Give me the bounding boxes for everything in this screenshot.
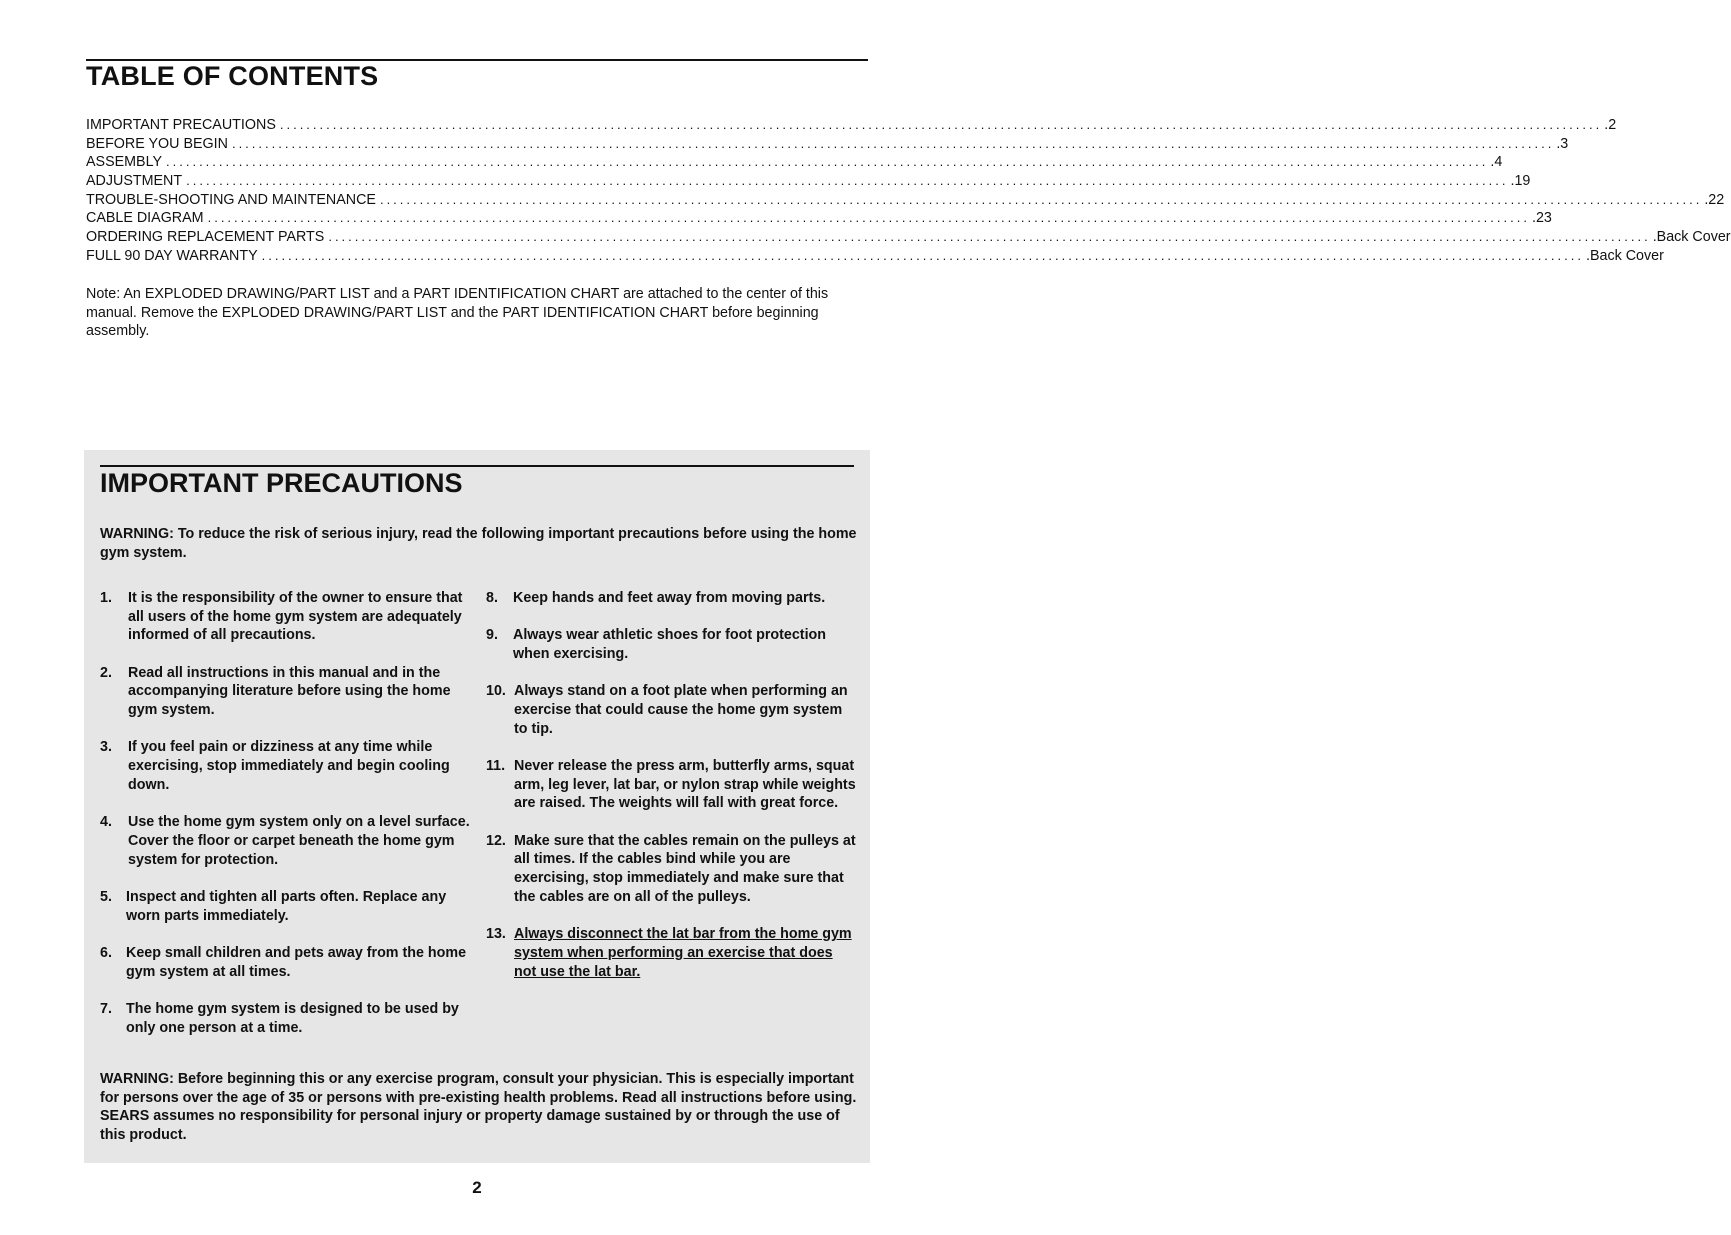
toc-entry-page: .Back Cover bbox=[1652, 229, 1731, 246]
toc-entry-label: ASSEMBLY bbox=[86, 154, 163, 171]
toc-leader-dots: ........................................................................................................................................................................................................ bbox=[328, 229, 1651, 245]
toc-leader-dots: ........................................................................................................................................................................................................ bbox=[261, 247, 1584, 263]
toc-leader-dots: ........................................................................................................................................................................................................ bbox=[231, 135, 1555, 151]
precaution-number: 11. bbox=[486, 758, 506, 774]
precaution-item bbox=[486, 832, 858, 907]
precaution-number: 6. bbox=[100, 944, 112, 961]
precaution-text: The home gym system is designed to be used by only one person at a time. bbox=[126, 1000, 459, 1036]
precaution-number: 8. bbox=[486, 590, 498, 606]
precaution-item bbox=[100, 944, 470, 981]
precaution-number: 1. bbox=[100, 590, 112, 606]
precautions-right-column bbox=[486, 589, 858, 1000]
toc-entry bbox=[86, 116, 1617, 135]
toc-list bbox=[86, 116, 1731, 266]
precaution-text: Make sure that the cables remain on the pulleys at all times. If the cables bind while you are exercising, stop immediately and make sure that the cables are on all of the pulleys. bbox=[514, 832, 856, 905]
toc-leader-dots: ........................................................................................................................................................................................................ bbox=[279, 117, 1603, 132]
toc-entry bbox=[86, 191, 1725, 210]
toc-entry-page: .22 bbox=[1704, 191, 1725, 208]
toc-entry-page: .4 bbox=[1490, 154, 1503, 171]
toc-entry-label: FULL 90 DAY WARRANTY bbox=[86, 247, 258, 264]
toc-title: TABLE OF CONTENTS bbox=[86, 61, 379, 91]
precaution-number: 4. bbox=[100, 814, 112, 831]
precaution-item bbox=[486, 626, 858, 663]
toc-entry-label: ADJUSTMENT bbox=[86, 173, 183, 190]
precaution-text: It is the responsibility of the owner to ensure that all users of the home gym system are adequately informed of all precautions. bbox=[128, 590, 463, 644]
precaution-item bbox=[100, 888, 470, 925]
precaution-item bbox=[486, 925, 858, 981]
toc-entry-label: IMPORTANT PRECAUTIONS bbox=[86, 117, 276, 133]
precaution-text: Keep small children and pets away from the home gym system at all times. bbox=[126, 944, 467, 980]
precaution-text: Read all instructions in this manual and in the accompanying literature before using the home gym system. bbox=[128, 664, 451, 719]
precaution-text: Keep hands and feet away from moving parts. bbox=[513, 590, 826, 606]
precaution-text: Never release the press arm, butterfly arms, squat arm, leg lever, lat bar, or nylon strap while weights are raised. The weights will fall with great force. bbox=[514, 758, 856, 812]
toc-entry-label: TROUBLE-SHOOTING AND MAINTENANCE bbox=[86, 191, 376, 208]
toc-entry bbox=[86, 153, 1503, 172]
precaution-item bbox=[486, 757, 858, 813]
precaution-item bbox=[100, 589, 470, 645]
precaution-number: 9. bbox=[486, 627, 498, 644]
precaution-item bbox=[100, 813, 470, 869]
toc-entry bbox=[86, 228, 1731, 247]
toc-entry-page: .19 bbox=[1510, 173, 1531, 190]
precaution-item bbox=[100, 1000, 470, 1037]
toc-entry-page: .Back Cover bbox=[1585, 247, 1664, 264]
toc-leader-dots: ........................................................................................................................................................................................................ bbox=[166, 154, 1489, 170]
toc-entry-page: .2 bbox=[1604, 117, 1617, 133]
toc-entry-label: BEFORE YOU BEGIN bbox=[86, 135, 228, 152]
toc-entry-label: CABLE DIAGRAM bbox=[86, 210, 204, 227]
toc-entry-page: .3 bbox=[1556, 135, 1569, 152]
precaution-text: Always stand on a foot plate when performing an exercise that could cause the home gym system to tip. bbox=[514, 683, 848, 737]
precaution-item bbox=[486, 682, 858, 738]
toc-entry bbox=[86, 172, 1531, 191]
toc-entry-page: .23 bbox=[1531, 210, 1552, 227]
precaution-number: 7. bbox=[100, 1000, 112, 1017]
toc-entry-label: ORDERING REPLACEMENT PARTS bbox=[86, 229, 325, 246]
precaution-number: 13. bbox=[486, 926, 506, 943]
toc-leader-dots: ........................................................................................................................................................................................................ bbox=[379, 191, 1703, 207]
precaution-number: 2. bbox=[100, 664, 112, 681]
precaution-text: If you feel pain or dizziness at any time while exercising, stop immediately and begin cooling down. bbox=[128, 739, 450, 793]
toc-leader-dots: ........................................................................................................................................................................................................ bbox=[186, 173, 1509, 189]
toc-entry bbox=[86, 135, 1569, 154]
precaution-item bbox=[486, 589, 858, 608]
precaution-text: Inspect and tighten all parts often. Replace any worn parts immediately. bbox=[126, 888, 447, 924]
precaution-text: Use the home gym system only on a level surface. Cover the floor or carpet beneath the home gym system for protection. bbox=[128, 814, 470, 868]
precaution-item bbox=[100, 664, 470, 720]
precaution-number: 12. bbox=[486, 832, 506, 849]
toc-note: Note: An EXPLODED DRAWING/PART LIST and a PART IDENTIFICATION CHART are attached to the center of this manual. Remove the EXPLODED DRAWING/PART LIST and the PART IDENTIFICATION CHART before beginning assembly. bbox=[86, 286, 829, 340]
precaution-number: 3. bbox=[100, 739, 112, 756]
toc-leader-dots: ........................................................................................................................................................................................................ bbox=[207, 210, 1530, 226]
precaution-number: 10. bbox=[486, 683, 506, 700]
precaution-number: 5. bbox=[100, 888, 112, 905]
precautions-title: IMPORTANT PRECAUTIONS bbox=[100, 468, 463, 498]
precautions-top-rule bbox=[100, 465, 854, 467]
toc-entry bbox=[86, 247, 1664, 266]
toc-entry bbox=[86, 209, 1552, 228]
warning-bottom: WARNING: Before beginning this or any exercise program, consult your physician. This is especially important for persons over the age of 35 or persons with pre-existing health problems. Read all instructions before using. SEARS assumes no responsibility for personal injury or property damage sustained by or through the use of this product. bbox=[100, 1071, 857, 1144]
precautions-left-column bbox=[100, 589, 470, 1056]
warning-top: WARNING: To reduce the risk of serious injury, read the following important precautions before using the home gym system. bbox=[100, 526, 857, 561]
precautions-panel bbox=[84, 450, 870, 1163]
precaution-text: Always wear athletic shoes for foot protection when exercising. bbox=[513, 627, 827, 662]
precaution-text: Always disconnect the lat bar from the home gym system when performing an exercise that does not use the lat bar. bbox=[514, 926, 852, 980]
precaution-item bbox=[100, 738, 470, 794]
page-number: 2 bbox=[472, 1178, 482, 1197]
